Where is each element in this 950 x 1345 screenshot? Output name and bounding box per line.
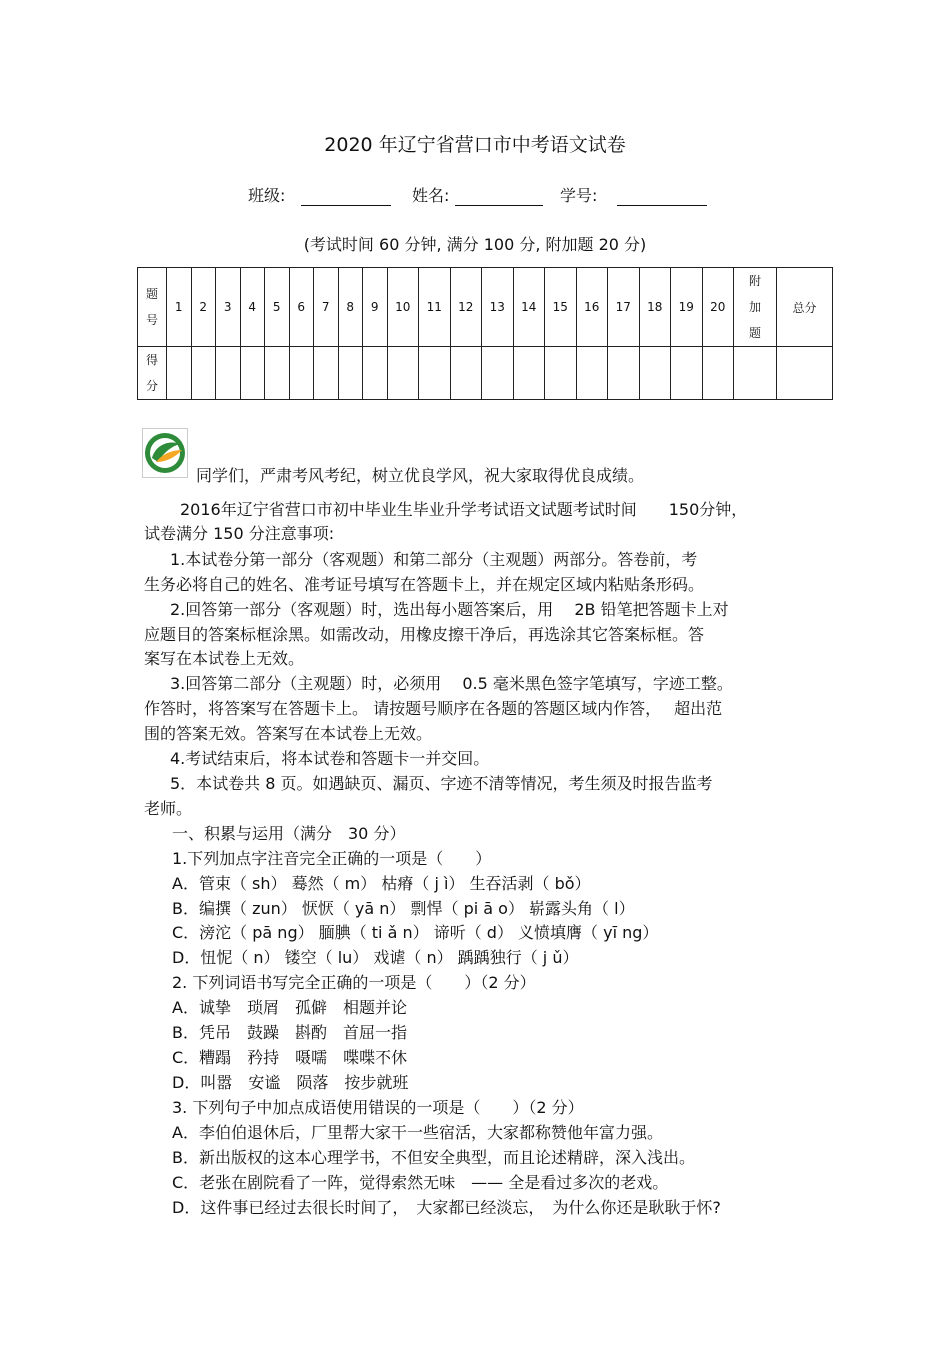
class-blank[interactable]: [301, 187, 391, 206]
class-field: [248, 183, 391, 206]
question-number-cell: 18: [639, 268, 671, 347]
notice-line: 5．本试卷共 8 页。如遇缺页、漏页、字迹不清等情况，考生须及时报告监考: [170, 774, 713, 793]
score-cell[interactable]: [482, 347, 514, 400]
notice-line: 4.考试结束后，将本试卷和答题卡一并交回。: [170, 749, 490, 768]
section-heading: 一、积累与运用（满分 30 分）: [172, 824, 406, 843]
notice-line: 围的答案无效。答案写在本试卷上无效。: [144, 724, 433, 743]
intro-line: 试卷满分 150 分注意事项:: [144, 524, 335, 543]
score-label: 得 分: [138, 347, 167, 400]
question-number-cell: 11: [419, 268, 451, 347]
total-score-cell[interactable]: [777, 347, 833, 400]
greeting-line: 同学们，严肃考风考纪，树立优良学风，祝大家取得优良成绩。: [196, 466, 645, 485]
intro-line: 2016年辽宁省营口市初中毕业生毕业升学考试语文试题考试时间 150分钟，: [180, 500, 748, 519]
question-number-cell: 3: [216, 268, 241, 347]
question-stem: 2. 下列词语书写完全正确的一项是（ ）（2 分）: [172, 973, 536, 992]
question-option: D．叫嚣 安谧 陨落 按步就班: [172, 1073, 409, 1092]
exam-info: (考试时间 60 分钟, 满分 100 分, 附加题 20 分): [303, 235, 647, 254]
question-number-cell: 17: [608, 268, 640, 347]
question-number-cell: 19: [671, 268, 703, 347]
question-option: A．李伯伯退休后，厂里帮大家干一些宿活，大家都称赞他年富力强。: [172, 1123, 663, 1142]
question-number-cell: 12: [450, 268, 482, 347]
score-cell[interactable]: [191, 347, 216, 400]
question-number-cell: 16: [576, 268, 608, 347]
page-title: 2020 年辽宁省营口市中考语文试卷: [324, 134, 626, 156]
class-label: 班级:: [248, 186, 286, 205]
score-cell[interactable]: [387, 347, 419, 400]
notice-line: 3.回答第二部分（主观题）时，必须用 0.5 毫米黑色签字笔填写，字迹工整。: [170, 674, 733, 693]
question-number-cell: 15: [545, 268, 577, 347]
question-option: C．糟蹋 矜持 嗫嚅 喋喋不休: [172, 1048, 408, 1067]
score-cell[interactable]: [545, 347, 577, 400]
name-label: 姓名:: [412, 186, 450, 205]
score-cell[interactable]: [419, 347, 451, 400]
score-cell[interactable]: [576, 347, 608, 400]
notice-line: 生务必将自己的姓名、准考证号填写在答题卡上，并在规定区域内粘贴条形码。: [144, 575, 705, 594]
question-number-cell: 5: [265, 268, 290, 347]
question-number-cell: 9: [363, 268, 388, 347]
notice-line: 案写在本试卷上无效。: [144, 649, 305, 668]
question-number-cell: 2: [191, 268, 216, 347]
question-number-cell: 1: [167, 268, 192, 347]
id-field: [560, 183, 707, 206]
question-number-cell: 10: [387, 268, 419, 347]
leaf-logo-icon: [142, 428, 188, 478]
id-label: 学号:: [560, 186, 598, 205]
score-cell[interactable]: [289, 347, 314, 400]
score-table-score-row: [138, 347, 833, 400]
question-number-cell: 6: [289, 268, 314, 347]
question-option: D．忸怩（ n） 镂空（ lu） 戏谑（ n） 踽踽独行（ j ǔ）: [172, 948, 579, 967]
question-number-cell: 20: [702, 268, 734, 347]
score-cell[interactable]: [363, 347, 388, 400]
score-cell[interactable]: [450, 347, 482, 400]
question-number-cell: 8: [338, 268, 363, 347]
notice-line: 1.本试卷分第一部分（客观题）和第二部分（主观题）两部分。答卷前，考: [170, 550, 698, 569]
score-table: [137, 267, 833, 400]
question-number-cell: 13: [482, 268, 514, 347]
extra-score-cell[interactable]: [734, 347, 777, 400]
question-number-cell: 4: [240, 268, 265, 347]
name-field: [412, 183, 543, 206]
score-cell[interactable]: [702, 347, 734, 400]
score-cell[interactable]: [671, 347, 703, 400]
notice-line: 应题目的答案标框涂黑。如需改动，用橡皮擦干净后，再选涂其它答案标框。答: [144, 625, 705, 644]
score-cell[interactable]: [240, 347, 265, 400]
question-number-cell: 7: [314, 268, 339, 347]
question-option: D．这件事已经过去很长时间了， 大家都已经淡忘， 为什么你还是耿耿于怀?: [172, 1198, 721, 1217]
extra-question-label: 附 加 题: [734, 268, 777, 347]
question-stem: 1.下列加点字注音完全正确的一项是（ ）: [172, 849, 492, 868]
score-cell[interactable]: [314, 347, 339, 400]
score-cell[interactable]: [265, 347, 290, 400]
question-option: C．滂沱（ pā ng） 腼腆（ ti ǎ n） 谛听（ d） 义愤填膺（ yī ng）: [172, 923, 659, 942]
question-number-cell: 14: [513, 268, 545, 347]
notice-line: 老师。: [144, 799, 193, 818]
score-table-header-row: [138, 268, 833, 347]
score-cell[interactable]: [513, 347, 545, 400]
question-stem: 3. 下列句子中加点成语使用错误的一项是（ ）（2 分）: [172, 1098, 584, 1117]
notice-line: 作答时，将答案写在答题卡上。 请按题号顺序在各题的答题区域内作答， 超出范: [144, 699, 723, 718]
question-option: A．管束（ sh） 蓦然（ m） 枯瘠（ j ì） 生吞活剥（ bǒ）: [172, 874, 591, 893]
score-cell[interactable]: [639, 347, 671, 400]
score-cell[interactable]: [608, 347, 640, 400]
name-blank[interactable]: [455, 187, 543, 206]
id-blank[interactable]: [617, 187, 707, 206]
score-cell[interactable]: [338, 347, 363, 400]
notice-line: 2.回答第一部分（客观题）时，选出每小题答案后，用 2B 铅笔把答题卡上对: [170, 600, 729, 619]
question-option: B．凭吊 鼓躁 斟酌 首屈一指: [172, 1023, 407, 1042]
question-option: B．新出版权的这本心理学书，不但安全典型，而且论述精辟，深入浅出。: [172, 1148, 695, 1167]
total-label: 总分: [777, 268, 833, 347]
score-cell[interactable]: [167, 347, 192, 400]
question-option: A．诚挚 琐屑 孤僻 相题并论: [172, 998, 407, 1017]
question-option: C．老张在剧院看了一阵，觉得索然无味 —— 全是看过多次的老戏。: [172, 1173, 669, 1192]
score-cell[interactable]: [216, 347, 241, 400]
question-number-label: 题 号: [138, 268, 167, 347]
question-option: B．编撰（ zun） 恹恹（ yā n） 剽悍（ pi ā o） 崭露头角（ l）: [172, 899, 635, 918]
